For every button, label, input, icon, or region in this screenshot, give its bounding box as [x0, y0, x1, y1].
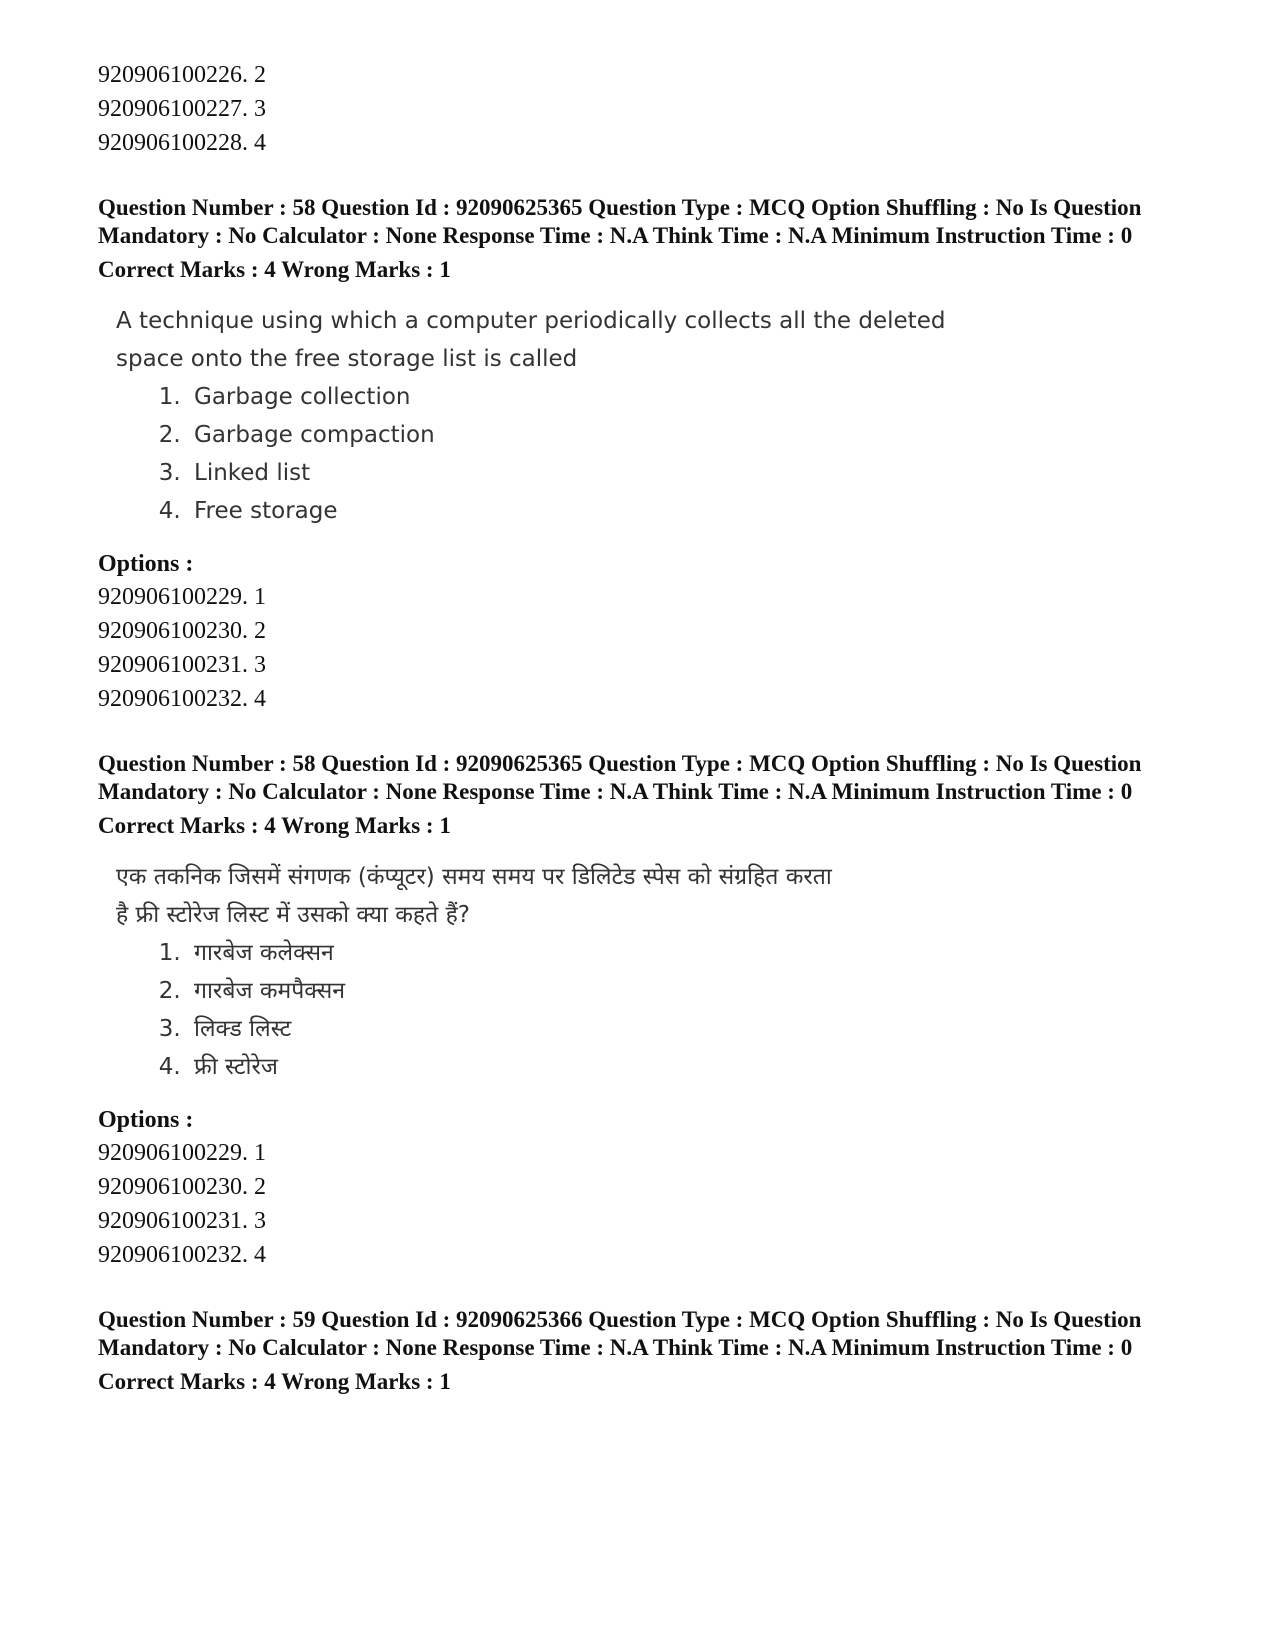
choice-item: 3. लिक्ड लिस्ट: [188, 1010, 1198, 1048]
question-stem: एक तकनिक जिसमें संगणक (कंप्यूटर) समय समय पर डिलिटेड स्पेस को संग्रहित करता: [116, 864, 832, 890]
question-stem: A technique using which a computer periodically collects all the deleted: [116, 308, 946, 334]
document-page: [98, 58, 1198, 1430]
question-marks: Correct Marks : 4 Wrong Marks : 1: [98, 257, 451, 282]
option-line: 920906100230. 2: [98, 618, 266, 644]
choice-item: 1. Garbage collection: [188, 378, 1198, 416]
question-meta: Question Number : 58 Question Id : 92090625365 Question Type : MCQ Option Shuffling : No Is Question Mandatory : No Calculator : None Response Time : N.A Think Time : N.A Minimum Instruction Time : 0: [98, 195, 1142, 248]
option-line: 920906100229. 1: [98, 1140, 266, 1166]
choice-item: 2. Garbage compaction: [188, 416, 1198, 454]
previous-options: [98, 58, 1198, 160]
question-block-next: [98, 1306, 1198, 1396]
option-line: 920906100232. 4: [98, 686, 266, 712]
question-marks: Correct Marks : 4 Wrong Marks : 1: [98, 1369, 451, 1394]
option-line: 920906100227. 3: [98, 96, 266, 122]
option-line: 920906100230. 2: [98, 1174, 266, 1200]
option-line: 920906100231. 3: [98, 652, 266, 678]
question-meta: Question Number : 59 Question Id : 92090625366 Question Type : MCQ Option Shuffling : No Is Question Mandatory : No Calculator : None Response Time : N.A Think Time : N.A Minimum Instruction Time : 0: [98, 1307, 1142, 1360]
choice-item: 2. गारबेज कमपैक्सन: [188, 972, 1198, 1010]
question-stem: space onto the free storage list is called: [116, 346, 578, 372]
option-line: 920906100232. 4: [98, 1242, 266, 1268]
options-label: Options :: [98, 1107, 194, 1133]
option-line: 920906100229. 1: [98, 584, 266, 610]
choice-item: 1. गारबेज कलेक्सन: [188, 934, 1198, 972]
choice-item: 4. फ्री स्टोरेज: [188, 1048, 1198, 1086]
question-marks: Correct Marks : 4 Wrong Marks : 1: [98, 813, 451, 838]
question-block-hindi: [98, 750, 1198, 1272]
choice-list: [116, 934, 1198, 1086]
options-label: Options :: [98, 551, 194, 577]
question-image: [116, 302, 1198, 530]
question-image: [116, 858, 1198, 1086]
question-meta: Question Number : 58 Question Id : 92090625365 Question Type : MCQ Option Shuffling : No Is Question Mandatory : No Calculator : None Response Time : N.A Think Time : N.A Minimum Instruction Time : 0: [98, 751, 1142, 804]
choice-list: [116, 378, 1198, 530]
choice-item: 4. Free storage: [188, 492, 1198, 530]
option-line: 920906100226. 2: [98, 62, 266, 88]
option-line: 920906100231. 3: [98, 1208, 266, 1234]
choice-item: 3. Linked list: [188, 454, 1198, 492]
question-stem: है फ्री स्टोरेज लिस्ट में उसको क्या कहते हैं?: [116, 902, 470, 928]
option-line: 920906100228. 4: [98, 130, 266, 156]
question-block-english: [98, 194, 1198, 716]
